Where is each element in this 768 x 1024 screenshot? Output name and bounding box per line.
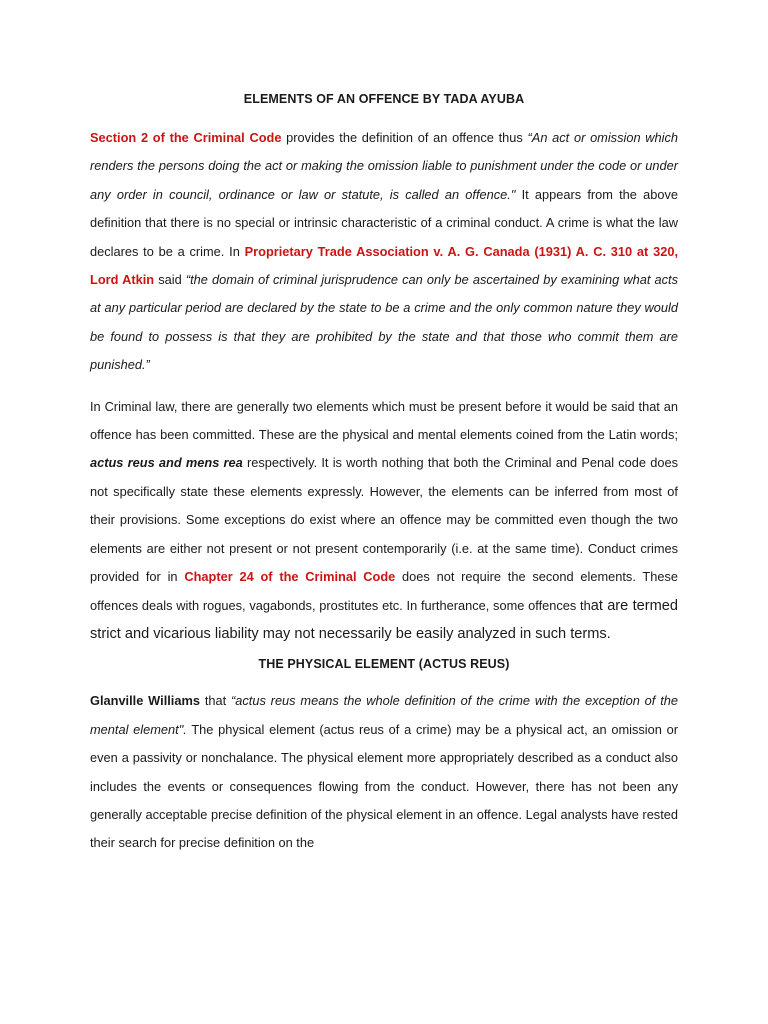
paragraph-text: provides the definition of an offence thus: [281, 130, 528, 145]
paragraph-text: that: [199, 693, 231, 709]
paragraph-physical-element: [90, 687, 678, 857]
paragraph-text: The physical element (actus reus of a crime) may be a physical act, an omission or even a passivity or nonchalance. The physical element more appropriately described as a conduct also includes the events or consequences flowing from the conduct. However, there has not been any generally acceptable precise definition of the physical element in an offence. Legal analysts have rested their search for precise definition on the: [90, 721, 679, 851]
document-page: [90, 92, 678, 870]
term-actus-reus-mens-rea: actus reus and mens rea: [90, 455, 243, 471]
document-title: ELEMENTS OF AN OFFENCE BY TADA AYUBA: [243, 92, 525, 106]
paragraph-offence-definition: [90, 124, 678, 380]
section-heading-physical-element: THE PHYSICAL ELEMENT (ACTUS REUS): [258, 657, 510, 672]
paragraph-text: said: [154, 272, 186, 288]
quote-lord-atkin: “the domain of criminal jurisprudence can only be ascertained by examining what acts at any particular period are declared by the state to be a crime and the only common nature they would be found to possess is that they are prohibited by the state and that those who commit them are punished.”: [90, 272, 678, 373]
paragraph-text: It appears from the above definition that there is no special or intrinsic characteristic of a criminal conduct. A crime is what the law declares to be a crime. In: [90, 186, 678, 259]
paragraph-two-elements: [90, 393, 678, 649]
paragraph-text: at are termed strict and vicarious liability may not necessarily be easily analyzed in such terms.: [90, 597, 678, 642]
citation-chapter-24-criminal-code: Chapter 24 of the Criminal Code: [184, 569, 396, 585]
paragraph-text: does not require the second elements. These offences deals with rogues, vagabonds, prostitutes etc. In furtherance, some offences th: [90, 569, 678, 613]
quote-offence-definition: “An act or omission which renders the persons doing the act or making the omission liable to punishment under the code or under any order in council, ordinance or law or statute, is called an offence.": [90, 130, 679, 202]
citation-proprietary-trade-case: Proprietary Trade Association v. A. G. Canada (1931) A. C. 310 at 320, Lord Atkin: [90, 243, 679, 288]
paragraph-text: respectively. It is worth nothing that both the Criminal and Penal code does not specifically state these elements expressly. However, the elements can be inferred from most of their provisions. Some exceptions do exist where an offence may be committed even though the two elements are either not present or not present contemporarily (i.e. at the same time). Conduct crimes provided for in: [90, 455, 678, 585]
paragraph-text: In Criminal law, there are generally two elements which must be present before it would be said that an offence has been committed. These are the physical and mental elements coined from the Latin words;: [90, 398, 678, 443]
citation-section-2-criminal-code: Section 2 of the Criminal Code: [90, 130, 282, 145]
author-glanville-williams: Glanville Williams: [90, 693, 200, 709]
quote-glanville-williams: “actus reus means the whole definition of the crime with the exception of the mental element".: [90, 693, 678, 737]
